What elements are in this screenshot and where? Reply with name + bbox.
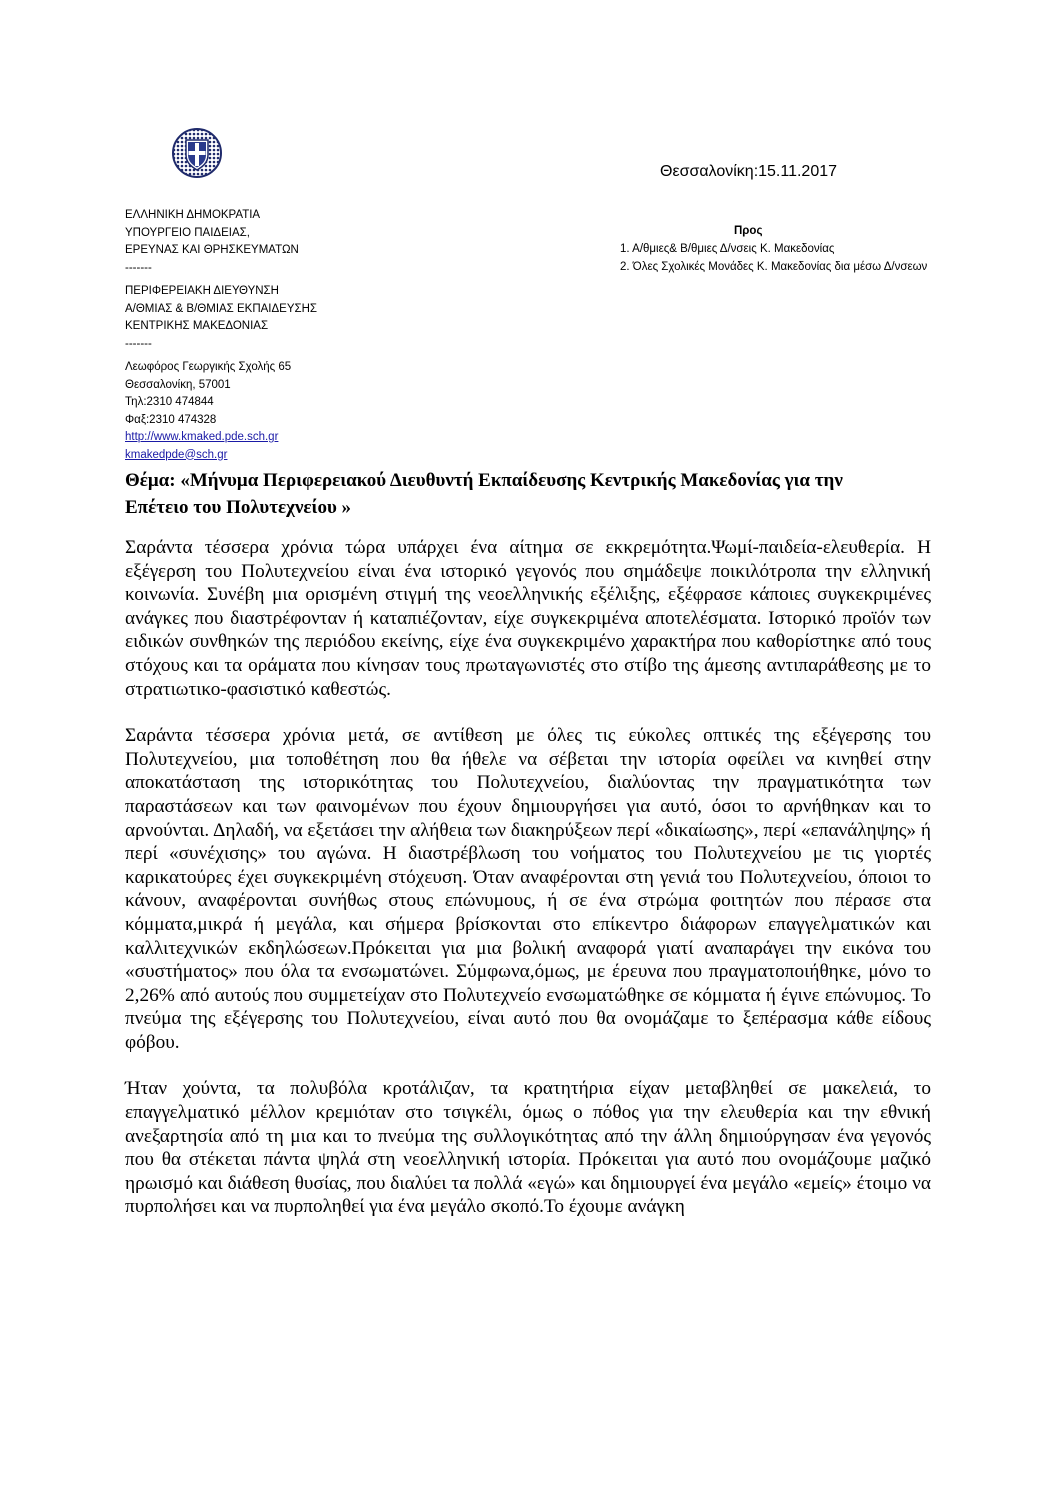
sender-phone: Τηλ:2310 474844 [125, 396, 214, 408]
letter-subject [125, 467, 915, 521]
body-paragraph: Σαράντα τέσσερα χρόνια μετά, σε αντίθεση με όλες τις εύκολες οπτικές της εξέγερσης του Πολυτεχνείου, μια τοποθέτηση που θα ήθελε να σέβεται την ιστορία οφείλει να κινηθεί στην αποκατάσταση της ιστορικότητας του Πολυτεχνείου, διαλύοντας την πραγματικότητα των παραστάσεων και των φαινομένων που έχουν δημιουργήσει για αυτό, όσοι το αρνήθηκαν και το αρνούνται. Δηλαδή, να εξετάσει την αλήθεια των διακηρύξεων περί «δικαίωσης», περί «επανάληψης» ή περί «συνέχισης» του αγώνα. Η διαστρέβλωση του νοήματος του Πολυτεχνείου με τις γιορτές καρικατούρες έχει συγκεκριμένη στόχευση. Όταν αναφέρονται στη γενιά του Πολυτεχνείου, όποιοι το κάνουν, αναφέρονται συνήθως στους επώνυμους, ή σε ένα στρώμα φοιτητών που πέρασε στα κόμματα,μικρά ή μεγάλα, και σήμερα βρίσκονται στο επίκεντρο διάφορων επαγγελματικών και καλλιτεχνικών εκδηλώσεων.Πρόκειται για μια βολική αναφορά γιατί αναπαράγει την εικόνα του «συστήματος» που όλα τα ενσωματώνει. Σύμφωνα,όμως, με έρευνα που πραγματοποιήθηκε, μόνο το 2,26% από αυτούς που συμμετείχαν στο Πολυτεχνείο ενσωματώθηκε σε κόμματα ή έγινε επώνυμος. Το πνεύμα της εξέγερσης του Πολυτεχνείου, είναι αυτό που θα ονομάζαμε το ξεπέρασμα κάθε είδους φόβου. [125, 725, 931, 1053]
sender-fax: Φαξ:2310 474328 [125, 413, 217, 426]
subject-line: Επέτειο του Πολυτεχνείου » [125, 497, 352, 518]
sender-line: ΥΠΟΥΡΓΕΙΟ ΠΑΙΔΕΙΑΣ, [125, 226, 250, 239]
sender-block [125, 207, 317, 464]
sender-line: Α/ΘΜΙΑΣ & Β/ΘΜΙΑΣ ΕΚΠΑΙΔΕΥΣΗΣ [125, 302, 318, 315]
sender-line: ΠΕΡΙΦΕΡΕΙΑΚΗ ΔΙΕΥΘΥΝΣΗ [125, 285, 279, 297]
letter-date: Θεσσαλονίκη:15.11.2017 [660, 163, 838, 180]
recipient-item: 1. Α/θμιες& Β/θμιες Δ/νσεις Κ. Μακεδονίας [620, 243, 835, 255]
greek-coat-of-arms-icon [172, 128, 222, 178]
sender-address: Λεωφόρος Γεωργικής Σχολής 65 [125, 361, 292, 373]
sender-line: ΕΛΛΗΝΙΚΗ ΔΗΜΟΚΡΑΤΙΑ [125, 209, 261, 221]
recipients-label: Προς [734, 225, 763, 237]
subject-line: Θέμα: «Μήνυμα Περιφερειακού Διευθυντή Εκπαίδευσης Κεντρικής Μακεδονίας για την [125, 470, 843, 491]
recipient-item: 2. Όλες Σχολικές Μονάδες Κ. Μακεδονίας δια μέσω Δ/νσεων [620, 261, 928, 273]
letter-body [125, 536, 931, 1219]
body-paragraph: Σαράντα τέσσερα χρόνια τώρα υπάρχει ένα αίτημα σε εκκρεμότητα.Ψωμί-παιδεία-ελευθερία. Η εξέγερση του Πολυτεχνείου είναι ένα ιστορικό γεγονός που σημάδεψε ποικιλότροπα την ελληνική κοινωνία. Συνέβη μια ορισμένη στιγμή της νεοελληνικής εξέλιξης, εξέφρασε κάποιες συγκεκριμένες ανάγκες που διαστρέφονταν ή καταπιέζονταν, είχε συγκεκριμένα αποτελέσματα. Ιστορικό προϊόν των ειδικών συνθηκών της περιόδου εκείνης, είχε ένα συγκεκριμένο χαρακτήρα που καθορίστηκε από τους στόχους και τα οράματα που κίνησαν τους πρωταγωνιστές στο στίβο της άμεσης αντιπαράθεσης με το στρατιωτικο-φασιστικό καθεστώς. [125, 537, 931, 700]
sender-city: Θεσσαλονίκη, 57001 [125, 378, 231, 391]
body-paragraph: Ήταν χούντα, τα πολυβόλα κροτάλιζαν, τα κρατητήρια είχαν μεταβληθεί σε μακελειά, το επαγγελματικό μέλλον κρεμιόταν στο τσιγκέλι, όμως ο πόθος για την ελευθερία και την εθνική ανεξαρτησία από τη μια και το πνεύμα της συλλογικότητας από την άλλη δημιούργησαν ένα γεγονός που θα στέκεται πάντα ψηλά στη νεοελληνική ιστορία. Πρόκειται για αυτό που ονομάζουμε μαζικό ηρωισμό και διάθεση θυσίας, που διαλύει τα πολλά «εγώ» και δημιουργεί ένα μεγάλο «εμείς» έτοιμο να πυρπολήσει και να πυρποληθεί για ένα μεγάλο σκοπό.Το έχουμε ανάγκη [125, 1078, 931, 1218]
sender-separator: ------- [125, 261, 152, 274]
website-link[interactable]: http://www.kmaked.pde.sch.gr [125, 431, 279, 443]
sender-line: ΕΡΕΥΝΑΣ ΚΑΙ ΘΡΗΣΚΕΥΜΑΤΩΝ [125, 244, 299, 256]
sender-line: ΚΕΝΤΡΙΚΗΣ ΜΑΚΕΔΟΝΙΑΣ [125, 320, 269, 332]
emblem-graphic [172, 128, 222, 178]
sender-separator: ------- [125, 337, 152, 350]
recipients-block [620, 222, 927, 276]
email-link[interactable]: kmakedpde@sch.gr [125, 448, 228, 461]
